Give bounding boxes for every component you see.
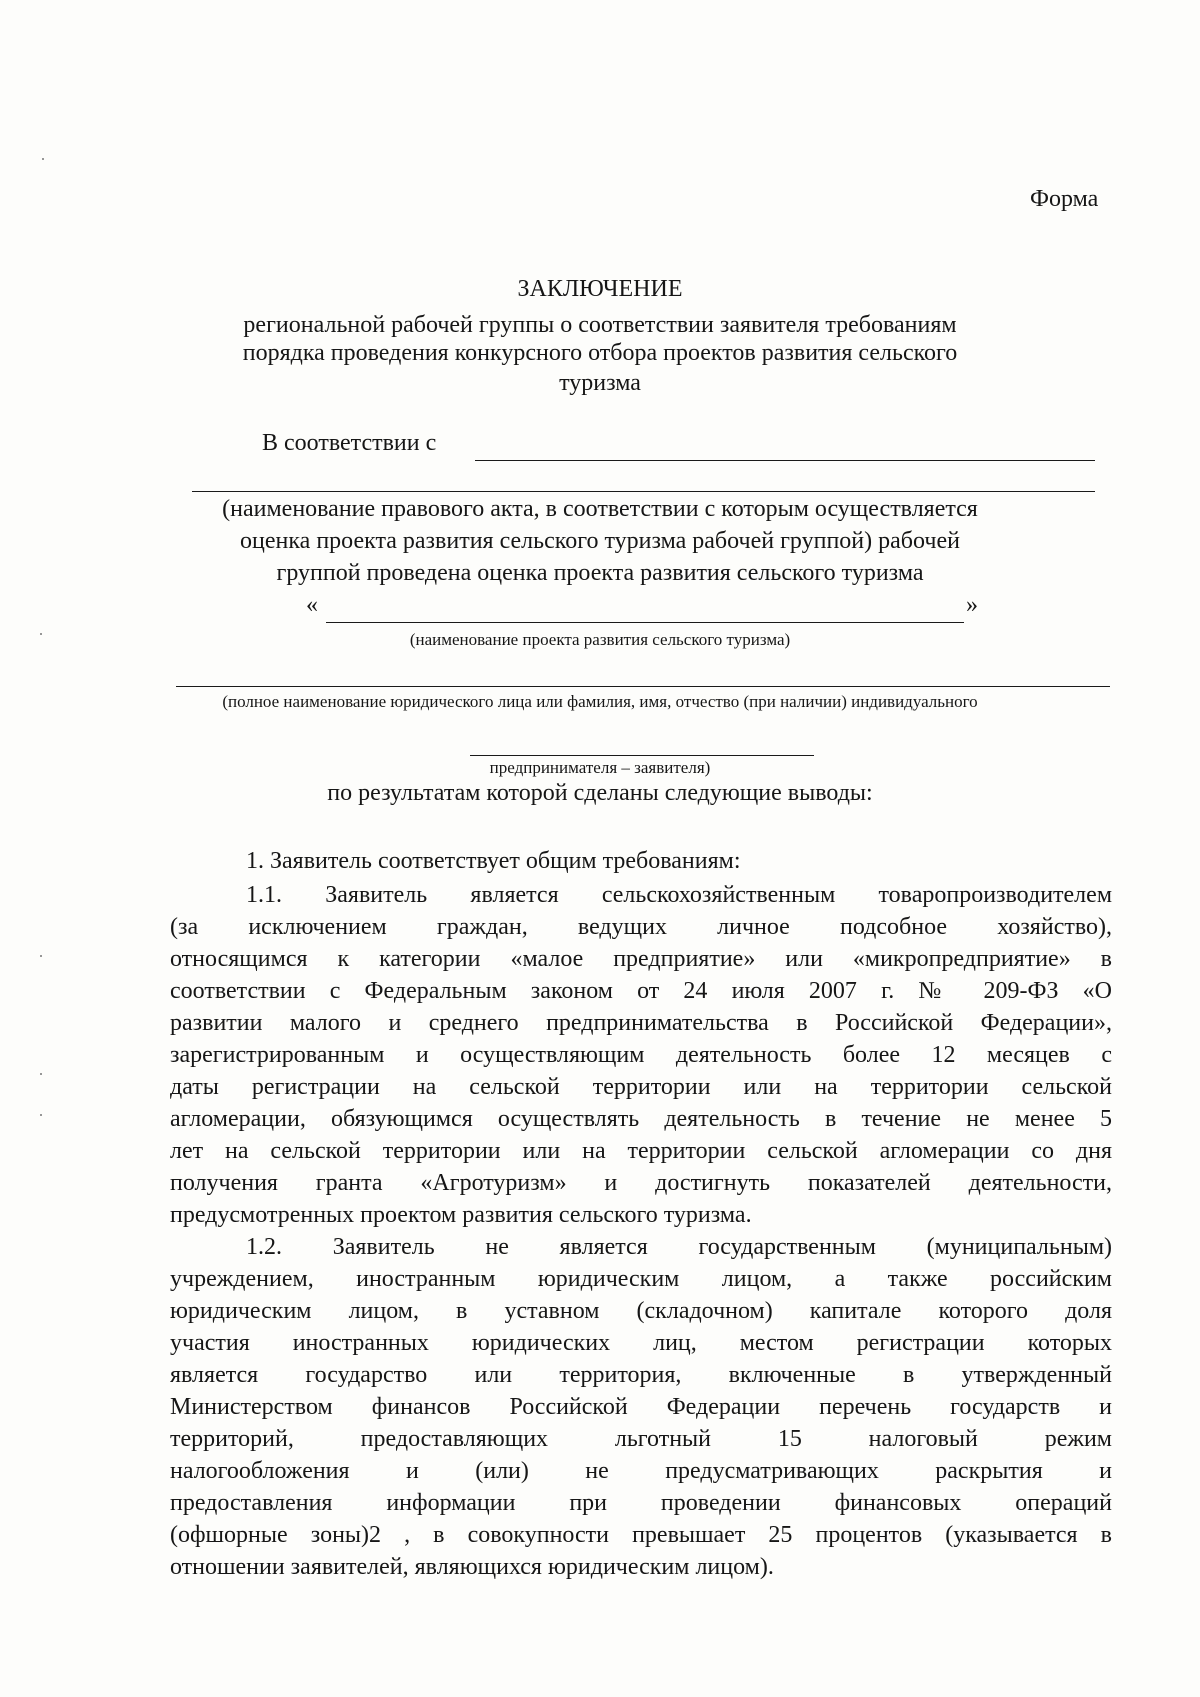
item-1-2-line: участия иностранных юридических лиц, местом регистрации которых: [170, 1330, 1112, 1356]
item-1-1-line: даты регистрации на сельской территории или на территории сельской: [170, 1074, 1112, 1100]
item-1-1-line: агломерации, обязующимся осуществлять деятельность в течение не менее 5: [170, 1106, 1112, 1132]
item-1-1-line: соответствии с Федеральным законом от 24 июля 2007 г. № 209-ФЗ «О: [170, 978, 1112, 1004]
item-1-2-line: учреждением, иностранным юридическим лицом, а также российским: [170, 1266, 1112, 1292]
item-1-2-line: 1.2. Заявитель не является государственным (муниципальным): [246, 1234, 1112, 1260]
item-1-2-line: Министерством финансов Российской Федерации перечень государств и: [170, 1394, 1112, 1420]
applicant-caption-line: (полное наименование юридического лица или фамилия, имя, отчество (при наличии) индивидуального: [222, 692, 978, 711]
scan-speck: [40, 1073, 42, 1075]
subtitle-line: региональной рабочей группы о соответствии заявителя требованиям: [243, 312, 957, 338]
legal-act-caption-line: оценка проекта развития сельского туризма рабочей группой) рабочей: [240, 528, 960, 554]
quote-open: «: [306, 592, 318, 618]
document-title: ЗАКЛЮЧЕНИЕ: [517, 276, 683, 302]
item-1-2-line: является государство или территория, включенные в утвержденный: [170, 1362, 1112, 1388]
item-1-2-line: отношении заявителей, являющихся юридическим лицом).: [170, 1554, 774, 1580]
item-1-1-line: 1.1. Заявитель является сельскохозяйственным товаропроизводителем: [246, 882, 1112, 908]
scan-speck: [40, 955, 42, 957]
project-caption: (наименование проекта развития сельского туризма): [409, 630, 791, 649]
applicant-blank[interactable]: [176, 686, 1110, 687]
item-1-2-line: предоставления информации при проведении финансовых операций: [170, 1490, 1112, 1516]
form-label: Форма: [1030, 186, 1099, 212]
legal-act-caption-line: (наименование правового акта, в соответствии с которым осуществляется: [222, 496, 978, 522]
scan-speck: [40, 1114, 42, 1116]
intro-prefix: В соответствии с: [262, 430, 437, 456]
conclusion-intro: по результатам которой сделаны следующие выводы:: [327, 780, 873, 806]
item-1-1-line: развитии малого и среднего предпринимательства в Российской Федерации»,: [170, 1010, 1112, 1036]
project-name-blank[interactable]: [326, 622, 964, 623]
item-1-1-line: получения гранта «Агротуризм» и достигнуть показателей деятельности,: [170, 1170, 1112, 1196]
item-1-2-line: налогообложения и (или) не предусматривающих раскрытия и: [170, 1458, 1112, 1484]
item-1-2-line: (офшорные зоны)2 , в совокупности превышает 25 процентов (указывается в: [170, 1522, 1112, 1548]
item-1-2-line: юридическим лицом, в уставном (складочном) капитале которого доля: [170, 1298, 1112, 1324]
legal-act-blank-2[interactable]: [192, 491, 1095, 492]
item-1-1-line: относящимся к категории «малое предприятие» или «микропредприятие» в: [170, 946, 1112, 972]
legal-act-caption-line: группой проведена оценка проекта развития сельского туризма: [276, 560, 924, 586]
item-1-1-line: зарегистрированным и осуществляющим деятельность более 12 месяцев с: [170, 1042, 1112, 1068]
applicant-blank-short[interactable]: [470, 755, 814, 756]
applicant-caption-line: предпринимателя – заявителя): [489, 758, 711, 777]
item-1-1-line: (за исключением граждан, ведущих личное подсобное хозяйство),: [170, 914, 1112, 940]
item-1-1-line: лет на сельской территории или на территории сельской агломерации со дня: [170, 1138, 1112, 1164]
item-1-1-line: предусмотренных проектом развития сельского туризма.: [170, 1202, 752, 1228]
scan-speck: [42, 158, 44, 160]
section-1-heading: 1. Заявитель соответствует общим требованиям:: [246, 848, 741, 874]
subtitle-line: порядка проведения конкурсного отбора проектов развития сельского: [242, 340, 958, 366]
item-1-2-line: территорий, предоставляющих льготный 15 налоговый режим: [170, 1426, 1112, 1452]
legal-act-blank-1[interactable]: [475, 460, 1095, 461]
subtitle-line: туризма: [559, 370, 641, 396]
quote-close: »: [966, 592, 978, 618]
